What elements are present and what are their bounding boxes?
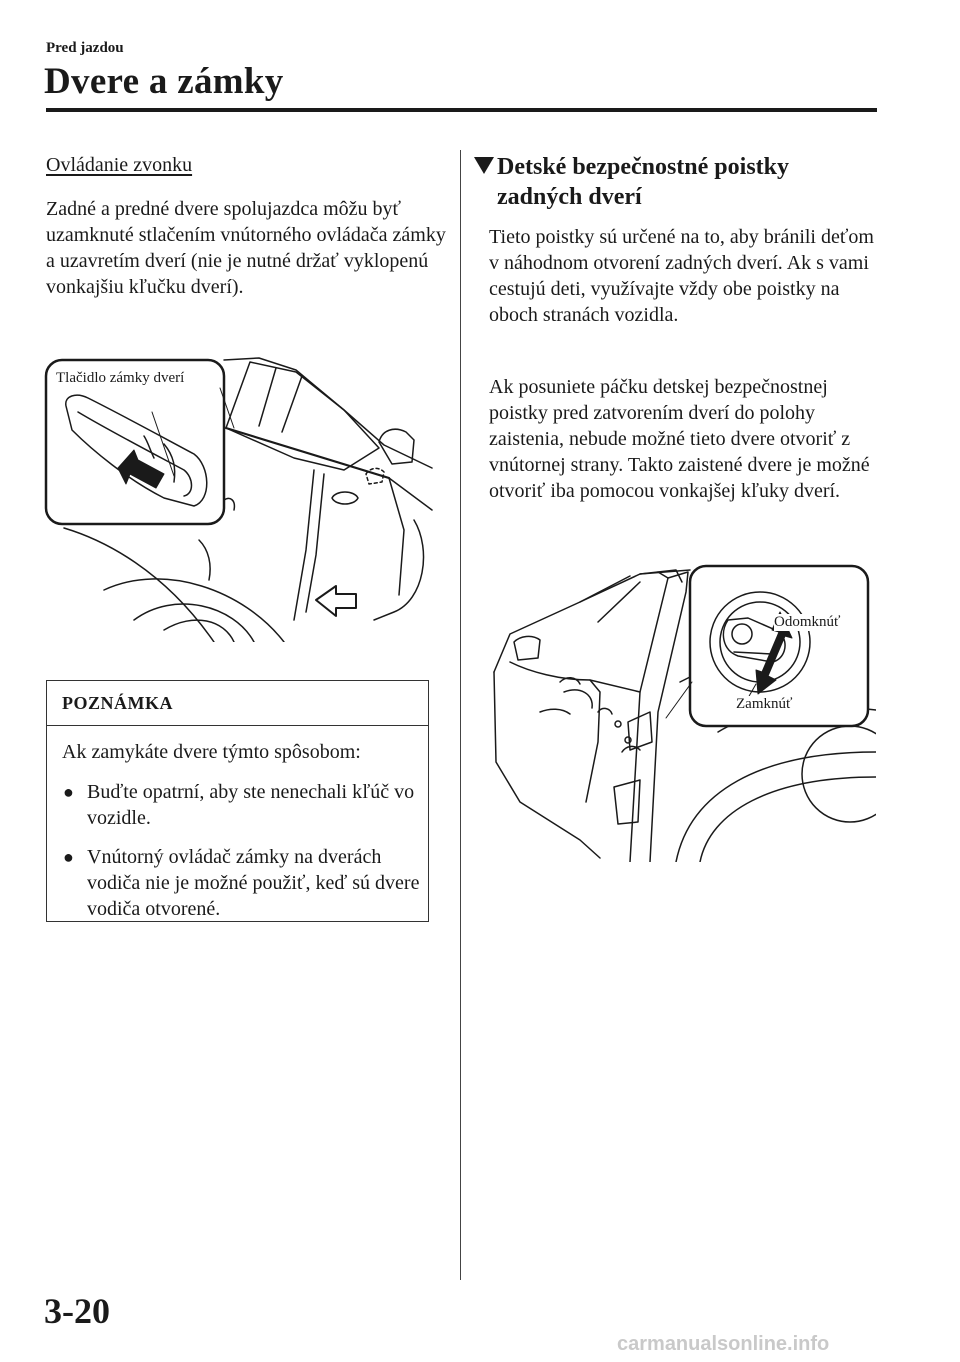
list-item [62,779,422,831]
note-item-text: Vnútorný ovládač zámky na dverách vodiča nie je možné použiť, keď sú dvere vodiča otvorené. [87,846,420,920]
child-lock-illustration [490,562,876,862]
header-rule [46,108,877,112]
triangle-down-icon [474,157,494,174]
heading-child-locks: Detské bezpečnostné poistky zadných dverí [497,154,789,210]
chapter-title: Dvere a zámky [44,61,284,102]
note-list [62,779,422,935]
list-item [62,844,422,922]
section-label: Pred jazdou [46,40,124,56]
door-lock-illustration [44,350,434,642]
bullet-icon: ● [63,847,74,867]
note-title: POZNÁMKA [62,693,173,713]
column-divider [460,150,461,1280]
subheading-exterior-operation: Ovládanie zvonku [46,154,193,176]
door-lock-button-callout: Tlačidlo zámky dverí [56,370,185,386]
note-box [46,680,429,922]
note-intro: Ak zamykáte dvere týmto spôsobom: [62,741,361,763]
paragraph-child-locks-purpose: Tieto poistky sú určené na to, aby bránili deťom v náhodnom otvorení zadných dverí. Ak s vami cestujú deti, využívajte vždy obe poistky na oboch stranách vozidla. [489,226,874,326]
paragraph-exterior-lock: Zadné a predné dvere spolujazdca môžu byť uzamknuté stlačením vnútorného ovládača zámky a uzavretím dverí (nie je nutné držať vyklopenú vonkajšiu kľučku dverí). [46,198,446,298]
bullet-icon: ● [63,782,74,802]
page-number: 3-20 [44,1291,110,1331]
note-item-text: Buďte opatrní, aby ste nenechali kľúč vo vozidle. [87,781,415,829]
unlock-label: Odomknúť [774,614,841,630]
watermark-url: carmanualsonline.info [617,1333,830,1355]
lock-label: Zamknúť [736,696,793,712]
paragraph-child-locks-usage: Ak posuniete páčku detskej bezpečnostnej poistky pred zatvorením dverí do polohy zaistenia, nebude možné tieto dvere otvoriť z vnútornej strany. Takto zaistené dvere je možné otvoriť iba pomocou vonkajšej kľuky dverí. [489,376,870,502]
note-header [47,681,428,726]
